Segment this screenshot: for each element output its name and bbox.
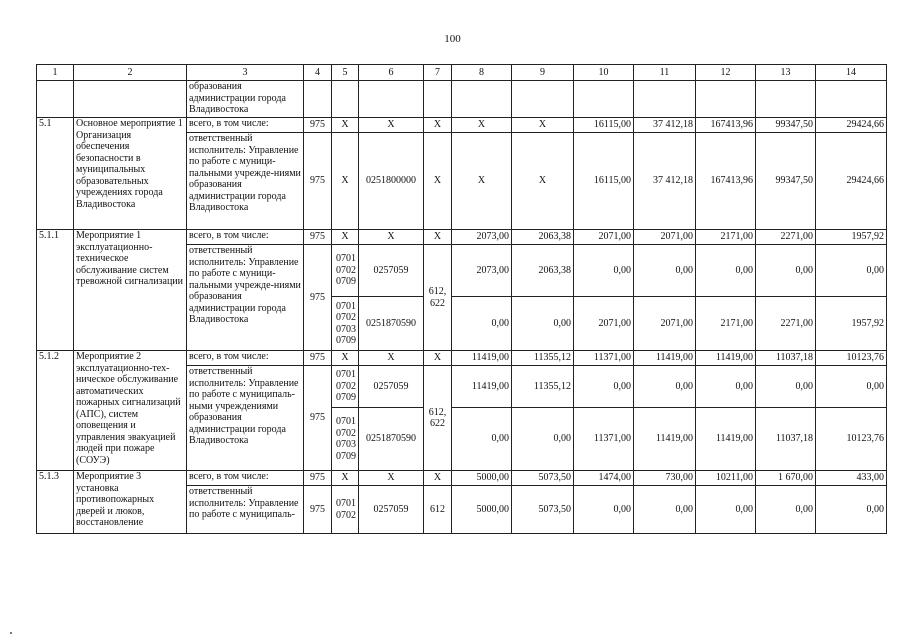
cell: 0,00 (634, 366, 696, 408)
cell: 11355,12 (512, 366, 574, 408)
activity-name: Мероприятие 3 установка противопожарных дверей и люков, восстановление (74, 471, 187, 534)
total-label: всего, в том числе: (187, 118, 304, 133)
cell: 975 (304, 133, 332, 230)
cell: Х (452, 118, 512, 133)
cell: 0,00 (816, 366, 887, 408)
cell: 10123,76 (816, 408, 887, 471)
cell: Х (424, 133, 452, 230)
cell: 29424,66 (816, 118, 887, 133)
cell: Х (359, 118, 424, 133)
cell: 167413,96 (696, 133, 756, 230)
cell: 975 (304, 366, 332, 471)
cell: Х (332, 118, 359, 133)
section-codes: 0701 0702 0709 (332, 366, 359, 408)
cell: Х (424, 230, 452, 245)
budget-table (36, 64, 887, 534)
cell: 11371,00 (574, 351, 634, 366)
section-codes: 0701 0702 0703 0709 (332, 408, 359, 471)
cell: 2063,38 (512, 245, 574, 297)
cell: 0,00 (452, 297, 512, 351)
row-number: 5.1.3 (37, 471, 74, 534)
cell: 11419,00 (696, 351, 756, 366)
cell: Х (332, 471, 359, 486)
cell: 29424,66 (816, 133, 887, 230)
cell: 11419,00 (634, 351, 696, 366)
cell: 1474,00 (574, 471, 634, 486)
cell: 0,00 (816, 486, 887, 534)
section-codes: 0701 0702 0703 0709 (332, 297, 359, 351)
row-number: 5.1 (37, 118, 74, 230)
header-cell: 14 (816, 65, 887, 81)
table-row (37, 230, 887, 245)
cell: 0251870590 (359, 297, 424, 351)
cell: 0,00 (696, 245, 756, 297)
cell: 11419,00 (634, 408, 696, 471)
cell: 0,00 (634, 486, 696, 534)
header-cell: 4 (304, 65, 332, 81)
cell: Х (424, 118, 452, 133)
header-cell: 1 (37, 65, 74, 81)
header-row (37, 65, 887, 81)
cell: Х (359, 351, 424, 366)
cell: 5000,00 (452, 486, 512, 534)
table-row (37, 351, 887, 366)
cell: 0251870590 (359, 408, 424, 471)
table-row (37, 81, 887, 118)
cell: 975 (304, 351, 332, 366)
cell: 37 412,18 (634, 133, 696, 230)
cell: 0251800000 (359, 133, 424, 230)
cell: 2171,00 (696, 230, 756, 245)
section-codes: 0701 0702 (332, 486, 359, 534)
executor-cell: ответственный исполнитель: Управление по работе с муниципаль-ными учреждениями образования администрации города Владивостока (187, 366, 304, 471)
total-label: всего, в том числе: (187, 471, 304, 486)
cell: 5073,50 (512, 471, 574, 486)
header-cell: 2 (74, 65, 187, 81)
executor-cell: ответственный исполнитель: Управление по работе с муници-пальными учрежде-ниями образования администрации города Владивостока (187, 133, 304, 230)
header-cell: 11 (634, 65, 696, 81)
cell: 0,00 (452, 408, 512, 471)
cell: Х (332, 351, 359, 366)
cell: 2071,00 (574, 230, 634, 245)
activity-name: Мероприятие 2 эксплуатационно-тех-ническое обслуживание автоматических пожарных сигнализаций (АПС), систем оповещения и управления эвакуацией людей при пожаре (СОУЭ) (74, 351, 187, 471)
cell: 612, 622 (424, 366, 452, 471)
cell: 2271,00 (756, 230, 816, 245)
cell: 975 (304, 486, 332, 534)
table-row (37, 118, 887, 133)
cell: 0,00 (756, 245, 816, 297)
cell: 0,00 (756, 486, 816, 534)
cell: 612, 622 (424, 245, 452, 351)
cell: 11419,00 (452, 351, 512, 366)
cell: 1957,92 (816, 297, 887, 351)
cell: 2071,00 (574, 297, 634, 351)
total-label: всего, в том числе: (187, 351, 304, 366)
cell: 99347,50 (756, 118, 816, 133)
header-cell: 8 (452, 65, 512, 81)
total-label: всего, в том числе: (187, 230, 304, 245)
cell: 11355,12 (512, 351, 574, 366)
cell: 0,00 (574, 245, 634, 297)
cell: Х (359, 471, 424, 486)
cell: Х (424, 351, 452, 366)
section-codes: 0701 0702 0709 (332, 245, 359, 297)
cell: 1957,92 (816, 230, 887, 245)
cell: 10211,00 (696, 471, 756, 486)
executor-cell: ответственный исполнитель: Управление по работе с муници-пальными учрежде-ниями образования администрации города Владивостока (187, 245, 304, 351)
cell: 0,00 (756, 366, 816, 408)
cell: 2071,00 (634, 297, 696, 351)
cell: 0,00 (696, 486, 756, 534)
cell: 0,00 (574, 486, 634, 534)
page-number: 100 (444, 33, 461, 45)
scan-speck (10, 632, 12, 634)
cell: 11419,00 (696, 408, 756, 471)
activity-name: Основное мероприятие 1 Организация обеспечения безопасности в муниципальных образовательных учреждениях города Владивостока (74, 118, 187, 230)
header-cell: 13 (756, 65, 816, 81)
cell: 730,00 (634, 471, 696, 486)
cell: 11419,00 (452, 366, 512, 408)
header-cell: 7 (424, 65, 452, 81)
row-number: 5.1.2 (37, 351, 74, 471)
cell: 0,00 (512, 408, 574, 471)
cell: 0257059 (359, 486, 424, 534)
cell: 0,00 (634, 245, 696, 297)
row-number: 5.1.1 (37, 230, 74, 351)
cell: 0,00 (512, 297, 574, 351)
cell: 433,00 (816, 471, 887, 486)
cell: Х (332, 230, 359, 245)
cell: 5073,50 (512, 486, 574, 534)
cell: 16115,00 (574, 118, 634, 133)
cell: Х (512, 133, 574, 230)
cell: 975 (304, 245, 332, 351)
cell: 2073,00 (452, 230, 512, 245)
header-cell: 9 (512, 65, 574, 81)
cell: 37 412,18 (634, 118, 696, 133)
cell: 2073,00 (452, 245, 512, 297)
cell: 2071,00 (634, 230, 696, 245)
executor-cell: образования администрации города Владивостока (187, 81, 304, 118)
cell: 16115,00 (574, 133, 634, 230)
cell: Х (332, 133, 359, 230)
cell: 975 (304, 230, 332, 245)
activity-name: Мероприятие 1 эксплуатационно-техническое обслуживание систем тревожной сигнализации (74, 230, 187, 351)
cell: 0257059 (359, 366, 424, 408)
cell: 2171,00 (696, 297, 756, 351)
cell: 167413,96 (696, 118, 756, 133)
cell: 10123,76 (816, 351, 887, 366)
cell: Х (452, 133, 512, 230)
cell: 0,00 (816, 245, 887, 297)
cell: 1 670,00 (756, 471, 816, 486)
header-cell: 5 (332, 65, 359, 81)
cell: 0,00 (696, 366, 756, 408)
cell: Х (359, 230, 424, 245)
cell: 2063,38 (512, 230, 574, 245)
cell: 975 (304, 471, 332, 486)
cell: 2271,00 (756, 297, 816, 351)
cell: 11037,18 (756, 351, 816, 366)
header-cell: 10 (574, 65, 634, 81)
cell: 0,00 (574, 366, 634, 408)
cell: 5000,00 (452, 471, 512, 486)
header-cell: 12 (696, 65, 756, 81)
header-cell: 6 (359, 65, 424, 81)
cell: Х (512, 118, 574, 133)
header-cell: 3 (187, 65, 304, 81)
cell: 11371,00 (574, 408, 634, 471)
cell: 0257059 (359, 245, 424, 297)
cell: 975 (304, 118, 332, 133)
table-row (37, 471, 887, 486)
cell: 612 (424, 486, 452, 534)
cell: Х (424, 471, 452, 486)
cell: 11037,18 (756, 408, 816, 471)
cell: 99347,50 (756, 133, 816, 230)
executor-cell: ответственный исполнитель: Управление по работе с муниципаль- (187, 486, 304, 534)
